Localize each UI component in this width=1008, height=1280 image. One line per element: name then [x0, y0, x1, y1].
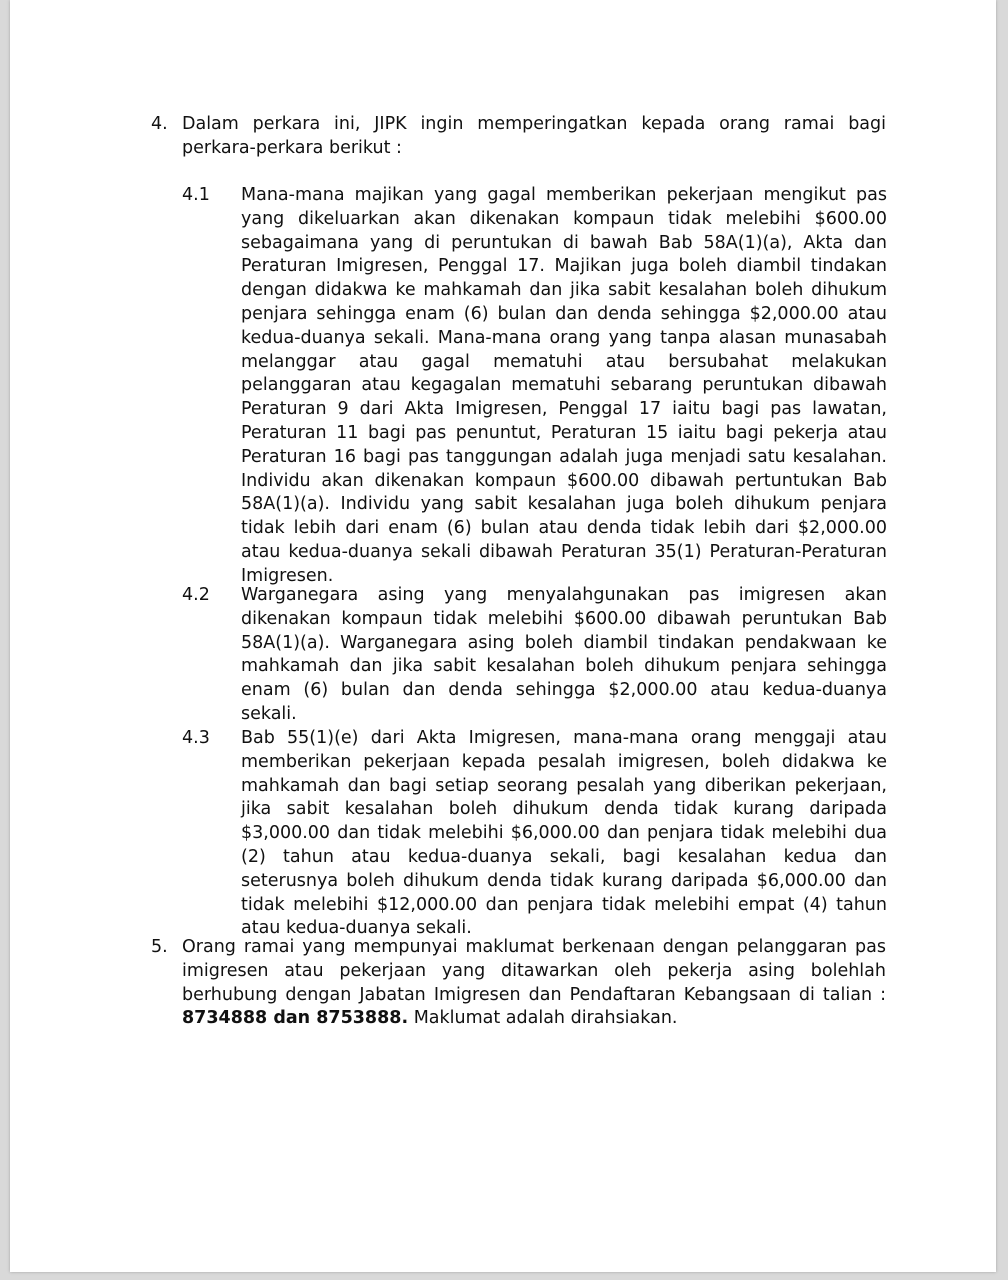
paragraph-5-number: 5.: [151, 937, 168, 957]
paragraph-5-text-before: Orang ramai yang mempunyai maklumat berkenaan dengan pelanggaran pas imigresen atau pekerjaan yang ditawarkan oleh pekerja asing bolehlah berhubung dengan Jabatan Imigresen dan Pendaftaran Kebangsaan di talian :: [182, 937, 886, 1005]
paragraph-4-1-text: Mana-mana majikan yang gagal memberikan pekerjaan mengikut pas yang dikeluarkan akan dikenakan kompaun tidak melebihi $600.00 sebagaimana yang di peruntukan di bawah Bab 58A(1)(a), Akta dan Peraturan Imigresen, Penggal 17. Majikan juga boleh diambil tindakan dengan didakwa ke mahkamah dan jika sabit kesalahan boleh dihukum penjara sehingga enam (6) bulan dan denda sehingga $2,000.00 atau kedua-duanya sekali. Mana-mana orang yang tanpa alasan munasabah melanggar atau gagal mematuhi atau bersubahat melakukan pelanggaran atau kegagalan mematuhi sebarang peruntukan dibawah Peraturan 9 dari Akta Imigresen, Penggal 17 iaitu bagi pas lawatan, Peraturan 11 bagi pas penuntut, Peraturan 15 iaitu bagi pekerja atau Peraturan 16 bagi pas tanggungan adalah juga menjadi satu kesalahan. Individu akan dikenakan kompaun $600.00 dibawah pertuntukan Bab 58A(1)(a). Individu yang sabit kesalahan juga boleh dihukum penjara tidak lebih dari enam (6) bulan atau denda tidak lebih dari $2,000.00 atau kedua-duanya sekali dibawah Peraturan 35(1) Peraturan-Peraturan Imigresen.: [241, 185, 887, 586]
paragraph-4-3-number: 4.3: [182, 728, 210, 748]
paragraph-4-2-number: 4.2: [182, 585, 210, 605]
paragraph-4-number: 4.: [151, 114, 168, 134]
paragraph-4-2-text: Warganegara asing yang menyalahgunakan pas imigresen akan dikenakan kompaun tidak melebihi $600.00 dibawah peruntukan Bab 58A(1)(a). Warganegara asing boleh diambil tindakan pendakwaan ke mahkamah dan jika sabit kesalahan boleh dihukum penjara sehingga enam (6) bulan dan denda sehingga $2,000.00 atau kedua-duanya sekali.: [241, 585, 887, 724]
paragraph-4-3-text: Bab 55(1)(e) dari Akta Imigresen, mana-mana orang menggaji atau memberikan pekerjaan kepada pesalah imigresen, boleh didakwa ke mahkamah dan bagi setiap seorang pesalah yang diberikan pekerjaan, jika sabit kesalahan boleh dihukum denda tidak kurang daripada $3,000.00 dan tidak melebihi $6,000.00 dan penjara tidak melebihi dua (2) tahun atau kedua-duanya sekali, bagi kesalahan kedua dan seterusnya boleh dihukum denda tidak kurang daripada $6,000.00 dan tidak melebihi $12,000.00 dan penjara tidak melebihi empat (4) tahun atau kedua-duanya sekali.: [241, 728, 887, 939]
paragraph-4-text: Dalam perkara ini, JIPK ingin memperingatkan kepada orang ramai bagi perkara-perkara berikut :: [182, 114, 886, 158]
paragraph-5-text: [182, 936, 886, 1031]
phone-numbers: 8734888 dan 8753888.: [182, 1008, 409, 1029]
paragraph-5-text-after: Maklumat adalah dirahsiakan.: [413, 1008, 678, 1029]
paragraph-4-1-number: 4.1: [182, 185, 210, 205]
document-page: [10, 0, 996, 1272]
